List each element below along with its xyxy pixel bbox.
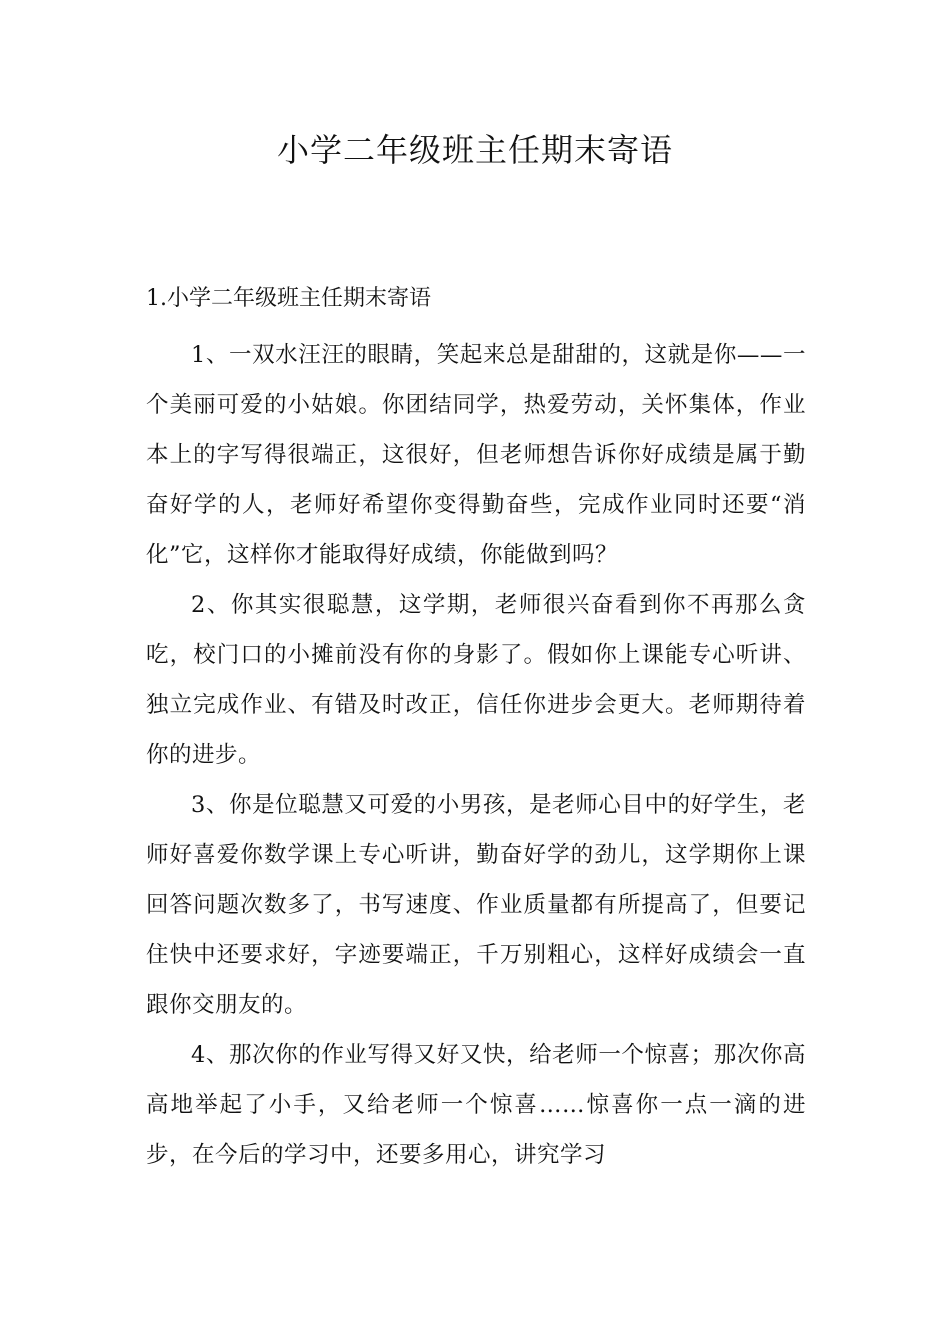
paragraph-4: 4、那次你的作业写得又好又快，给老师一个惊喜；那次你高高地举起了小手，又给老师一个惊喜……惊喜你一点一滴的进步，在今后的学习中，还要多用心，讲究学习 <box>146 1042 806 1168</box>
document-body <box>146 280 806 1180</box>
document-title: 小学二年级班主任期末寄语 <box>276 131 673 169</box>
paragraph-1: 1、一双水汪汪的眼睛，笑起来总是甜甜的，这就是你——一个美丽可爱的小姑娘。你团结同学，热爱劳动，关怀集体，作业本上的字写得很端正，这很好，但老师想告诉你好成绩是属于勤奋好学的人，老师好希望你变得勤奋些，完成作业同时还要“消化”它，这样你才能取得好成绩，你能做到吗？ <box>146 342 806 568</box>
section-heading: 1.小学二年级班主任期末寄语 <box>146 286 431 311</box>
paragraph-3: 3、你是位聪慧又可爱的小男孩，是老师心目中的好学生，老师好喜爱你数学课上专心听讲，勤奋好学的劲儿，这学期你上课回答问题次数多了，书写速度、作业质量都有所提高了，但要记住快中还要求好，字迹要端正，千万别粗心，这样好成绩会一直跟你交朋友的。 <box>146 792 806 1018</box>
paragraph-2: 2、你其实很聪慧，这学期，老师很兴奋看到你不再那么贪吃，校门口的小摊前没有你的身影了。假如你上课能专心听讲、独立完成作业、有错及时改正，信任你进步会更大。老师期待着你的进步。 <box>146 592 806 768</box>
